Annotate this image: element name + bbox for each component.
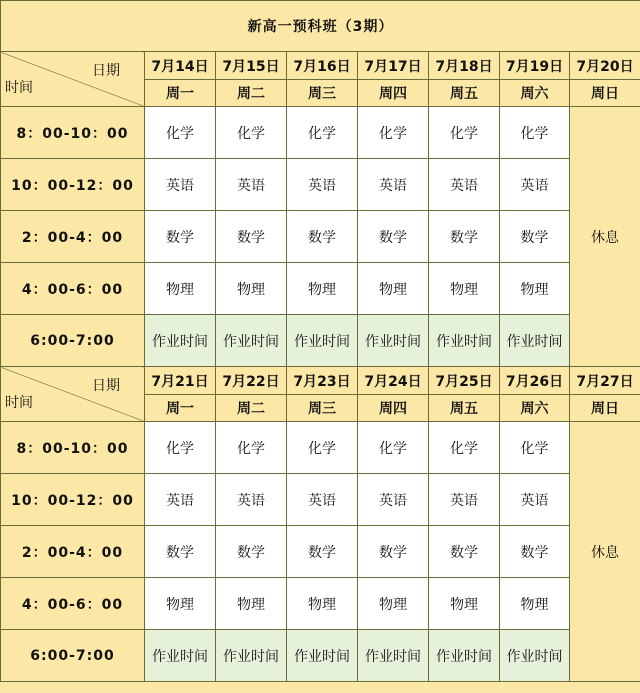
weekday-cell: 周日 xyxy=(570,80,640,107)
subject-cell: 物理 xyxy=(429,263,500,315)
schedule-row xyxy=(1,422,640,474)
homework-cell: 作业时间 xyxy=(216,630,287,682)
subject-cell: 数学 xyxy=(145,526,216,578)
subject-cell: 化学 xyxy=(429,422,500,474)
date-cell: 7月23日 xyxy=(287,367,358,395)
date-row xyxy=(1,367,640,395)
subject-cell: 物理 xyxy=(216,578,287,630)
weekday-cell: 周三 xyxy=(287,395,358,422)
subject-cell: 化学 xyxy=(145,422,216,474)
weekday-cell: 周一 xyxy=(145,80,216,107)
subject-cell: 物理 xyxy=(358,263,429,315)
time-slot-label: 8：00-10：00 xyxy=(1,422,145,474)
subject-cell: 英语 xyxy=(358,159,429,211)
subject-cell: 物理 xyxy=(216,263,287,315)
sunday-rest-cell: 休息 xyxy=(570,422,640,682)
subject-cell: 英语 xyxy=(429,474,500,526)
subject-cell: 物理 xyxy=(287,263,358,315)
date-cell: 7月21日 xyxy=(145,367,216,395)
weekday-cell: 周六 xyxy=(500,395,570,422)
schedule-row xyxy=(1,526,640,578)
subject-cell: 物理 xyxy=(358,578,429,630)
subject-cell: 化学 xyxy=(358,422,429,474)
weekday-cell: 周二 xyxy=(216,80,287,107)
subject-cell: 英语 xyxy=(145,159,216,211)
time-slot-label: 2：00-4：00 xyxy=(1,526,145,578)
subject-cell: 数学 xyxy=(500,526,570,578)
time-slot-label: 4：00-6：00 xyxy=(1,578,145,630)
homework-cell: 作业时间 xyxy=(145,315,216,367)
corner-date-label: 日期 xyxy=(92,63,120,79)
subject-cell: 英语 xyxy=(358,474,429,526)
schedule-body xyxy=(1,1,640,682)
subject-cell: 化学 xyxy=(216,422,287,474)
date-cell: 7月26日 xyxy=(500,367,570,395)
weekday-cell: 周六 xyxy=(500,80,570,107)
schedule-row xyxy=(1,107,640,159)
schedule-row xyxy=(1,211,640,263)
schedule-row xyxy=(1,630,640,682)
subject-cell: 英语 xyxy=(429,159,500,211)
homework-cell: 作业时间 xyxy=(500,630,570,682)
homework-cell: 作业时间 xyxy=(429,630,500,682)
homework-cell: 作业时间 xyxy=(287,630,358,682)
subject-cell: 数学 xyxy=(145,211,216,263)
schedule-row xyxy=(1,263,640,315)
subject-cell: 英语 xyxy=(500,474,570,526)
weekday-cell: 周四 xyxy=(358,395,429,422)
date-cell: 7月24日 xyxy=(358,367,429,395)
date-cell: 7月14日 xyxy=(145,52,216,80)
corner-date-label: 日期 xyxy=(92,378,120,394)
subject-cell: 数学 xyxy=(287,526,358,578)
time-slot-label: 8：00-10：00 xyxy=(1,107,145,159)
subject-cell: 化学 xyxy=(287,107,358,159)
date-cell: 7月20日 xyxy=(570,52,640,80)
sunday-rest-cell: 休息 xyxy=(570,107,640,367)
subject-cell: 物理 xyxy=(500,263,570,315)
time-slot-label: 4：00-6：00 xyxy=(1,263,145,315)
date-cell: 7月22日 xyxy=(216,367,287,395)
subject-cell: 英语 xyxy=(145,474,216,526)
weekday-cell: 周二 xyxy=(216,395,287,422)
subject-cell: 数学 xyxy=(287,211,358,263)
subject-cell: 化学 xyxy=(500,107,570,159)
corner-time-label: 时间 xyxy=(5,80,33,96)
subject-cell: 物理 xyxy=(145,578,216,630)
subject-cell: 数学 xyxy=(216,211,287,263)
weekday-cell: 周日 xyxy=(570,395,640,422)
weekday-cell: 周四 xyxy=(358,80,429,107)
subject-cell: 英语 xyxy=(287,474,358,526)
subject-cell: 物理 xyxy=(500,578,570,630)
subject-cell: 数学 xyxy=(216,526,287,578)
subject-cell: 英语 xyxy=(216,474,287,526)
corner-header xyxy=(1,367,145,422)
homework-cell: 作业时间 xyxy=(358,315,429,367)
weekday-cell: 周五 xyxy=(429,80,500,107)
homework-cell: 作业时间 xyxy=(216,315,287,367)
weekday-cell: 周三 xyxy=(287,80,358,107)
date-cell: 7月27日 xyxy=(570,367,640,395)
subject-cell: 英语 xyxy=(287,159,358,211)
homework-cell: 作业时间 xyxy=(500,315,570,367)
weekday-cell: 周一 xyxy=(145,395,216,422)
date-cell: 7月17日 xyxy=(358,52,429,80)
corner-header xyxy=(1,52,145,107)
date-cell: 7月15日 xyxy=(216,52,287,80)
time-slot-label: 10：00-12：00 xyxy=(1,159,145,211)
subject-cell: 数学 xyxy=(429,211,500,263)
subject-cell: 物理 xyxy=(287,578,358,630)
schedule-row xyxy=(1,315,640,367)
schedule-row xyxy=(1,159,640,211)
time-slot-label: 6:00-7:00 xyxy=(1,630,145,682)
homework-cell: 作业时间 xyxy=(287,315,358,367)
subject-cell: 数学 xyxy=(500,211,570,263)
weekday-cell: 周五 xyxy=(429,395,500,422)
homework-cell: 作业时间 xyxy=(358,630,429,682)
subject-cell: 数学 xyxy=(358,526,429,578)
date-cell: 7月19日 xyxy=(500,52,570,80)
schedule-title: 新高一预科班（3期） xyxy=(1,1,640,52)
date-cell: 7月18日 xyxy=(429,52,500,80)
subject-cell: 化学 xyxy=(216,107,287,159)
schedule-row xyxy=(1,578,640,630)
date-row xyxy=(1,52,640,80)
subject-cell: 化学 xyxy=(287,422,358,474)
time-slot-label: 6:00-7:00 xyxy=(1,315,145,367)
date-cell: 7月16日 xyxy=(287,52,358,80)
subject-cell: 物理 xyxy=(429,578,500,630)
subject-cell: 数学 xyxy=(429,526,500,578)
subject-cell: 英语 xyxy=(216,159,287,211)
subject-cell: 化学 xyxy=(145,107,216,159)
homework-cell: 作业时间 xyxy=(429,315,500,367)
subject-cell: 化学 xyxy=(500,422,570,474)
subject-cell: 化学 xyxy=(429,107,500,159)
subject-cell: 数学 xyxy=(358,211,429,263)
subject-cell: 物理 xyxy=(145,263,216,315)
time-slot-label: 2：00-4：00 xyxy=(1,211,145,263)
corner-time-label: 时间 xyxy=(5,395,33,411)
subject-cell: 英语 xyxy=(500,159,570,211)
time-slot-label: 10：00-12：00 xyxy=(1,474,145,526)
schedule-row xyxy=(1,474,640,526)
homework-cell: 作业时间 xyxy=(145,630,216,682)
date-cell: 7月25日 xyxy=(429,367,500,395)
subject-cell: 化学 xyxy=(358,107,429,159)
